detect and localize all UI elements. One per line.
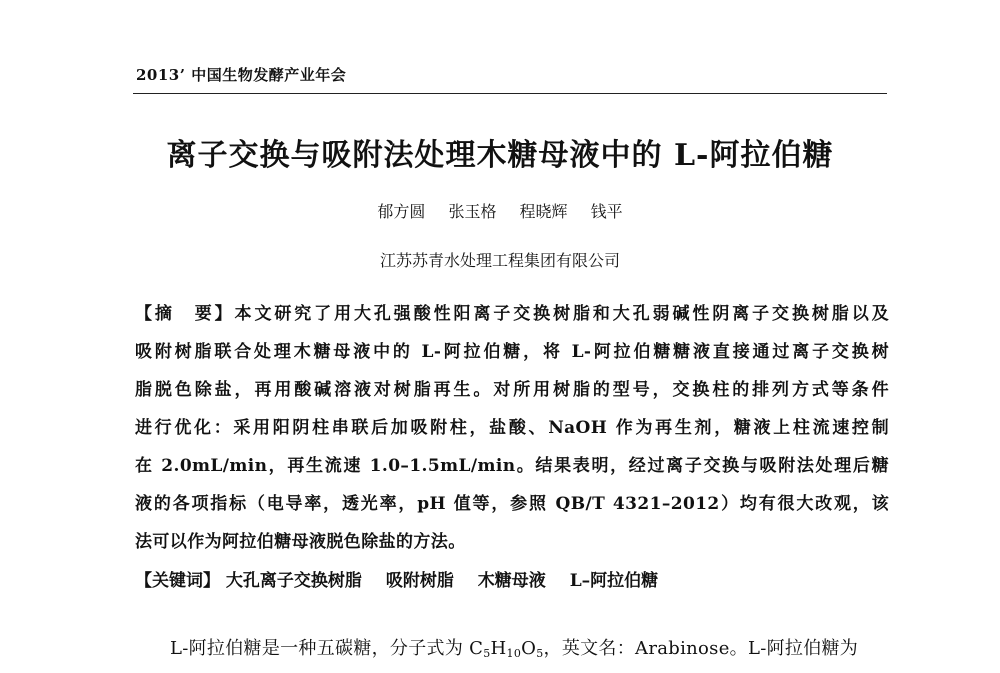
abstract-label: 【摘 要】 xyxy=(135,304,235,324)
keywords-label: 【关键词】 xyxy=(135,571,220,591)
abstract-line: 法可以作为阿拉伯糖母液脱色除盐的方法。 xyxy=(135,532,466,552)
abstract-line: 吸附树脂联合处理木糖母液中的 L-阿拉伯糖，将 L-阿拉伯糖糖液直接通过离子交换树 xyxy=(135,342,889,362)
author-name: 钱平 xyxy=(590,202,623,221)
keyword: 吸附树脂 xyxy=(385,571,454,591)
body-rest: ，英文名：Arabinose。L-阿拉伯糖为 xyxy=(543,638,859,659)
author-name: 郁方圆 xyxy=(377,202,426,221)
header-rule xyxy=(133,93,887,94)
abstract-line: 进行优化：采用阳阴柱串联后加吸附柱，盐酸、NaOH 作为再生剂，糖液上柱流速控制 xyxy=(135,418,889,438)
keyword: 大孔离子交换树脂 xyxy=(225,571,362,591)
keyword: 木糖母液 xyxy=(477,571,546,591)
body-paragraph-line xyxy=(170,634,889,660)
abstract-line: 脂脱色除盐，再用酸碱溶液对树脂再生。对所用树脂的型号，交换柱的排列方式等条件 xyxy=(135,380,889,400)
keyword: L–阿拉伯糖 xyxy=(569,571,659,591)
keywords-line xyxy=(135,566,889,591)
abstract-line xyxy=(135,299,889,324)
affiliation: 江苏苏青水处理工程集团有限公司 xyxy=(379,251,620,270)
author-list xyxy=(0,199,1000,222)
abstract-text: 本文研究了用大孔强酸性阳离子交换树脂和大孔弱碱性阴离子交换树脂以及 xyxy=(234,304,890,324)
body-intro: L-阿拉伯糖是一种五碳糖，分子式为 xyxy=(170,638,470,659)
running-head: 2013’ 中国生物发酵产业年会 xyxy=(136,66,347,84)
abstract-line: 液的各项指标（电导率，透光率，pH 值等，参照 QB/T 4321–2012）均有很大改观，该 xyxy=(135,494,889,514)
author-name: 张玉格 xyxy=(448,202,497,221)
abstract-line: 在 2.0mL/min，再生流速 1.0–1.5mL/min。结果表明，经过离子交换与吸附法处理后糖 xyxy=(135,456,889,476)
paper-title: 离子交换与吸附法处理木糖母液中的 L-阿拉伯糖 xyxy=(166,138,834,173)
molecular-formula: $C_5H_{10}O_5$ xyxy=(469,638,544,660)
author-name: 程晓辉 xyxy=(519,202,568,221)
